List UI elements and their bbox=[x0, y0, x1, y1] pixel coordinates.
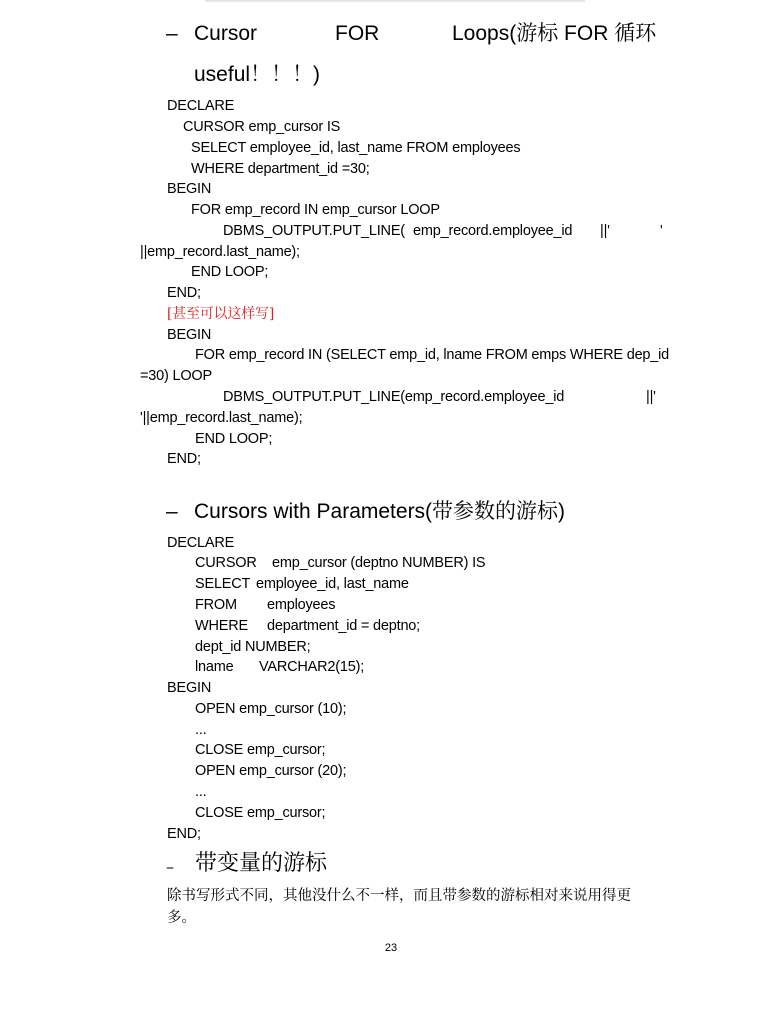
code-line: FROM bbox=[195, 597, 237, 613]
code-line: DBMS_OUTPUT.PUT_LINE(emp_record.employee_id bbox=[223, 389, 565, 405]
page-top-shadow bbox=[205, 0, 585, 3]
code-line: END LOOP; bbox=[195, 431, 273, 447]
code-line: WHERE department_id =30; bbox=[191, 161, 370, 177]
code-line: '||emp_record.last_name); bbox=[140, 410, 303, 426]
code-line: BEGIN bbox=[167, 181, 212, 197]
code-line: =30) LOOP bbox=[140, 368, 212, 384]
code-line: END; bbox=[167, 826, 201, 842]
code-line: FOR emp_record IN emp_cursor LOOP bbox=[191, 202, 440, 218]
code-line: ... bbox=[195, 784, 207, 800]
code-line: OPEN emp_cursor (20); bbox=[195, 763, 347, 779]
heading-word-loops: Loops(游标 FOR 循环 bbox=[452, 22, 657, 45]
code-line: dept_id NUMBER; bbox=[195, 639, 311, 655]
code-line: SELECT bbox=[195, 576, 251, 592]
code-line: ||' bbox=[600, 223, 610, 239]
code-line: VARCHAR2(15); bbox=[259, 659, 365, 675]
code-line: END LOOP; bbox=[191, 264, 269, 280]
code-line: ||' bbox=[646, 389, 656, 405]
code-line: lname bbox=[195, 659, 234, 675]
code-line: ||emp_record.last_name); bbox=[140, 244, 300, 260]
heading-text: 带变量的游标 bbox=[195, 851, 328, 876]
code-line: ... bbox=[195, 722, 207, 738]
heading-dash: – bbox=[166, 857, 174, 876]
page-number: 23 bbox=[384, 942, 398, 954]
heading-word-for: FOR bbox=[335, 22, 380, 45]
heading-dash: – bbox=[166, 22, 178, 45]
code-line: FOR emp_record IN (SELECT emp_id, lname FROM emps WHERE dep_id bbox=[195, 347, 670, 363]
code-line: employee_id, last_name bbox=[256, 576, 409, 592]
code-line: BEGIN bbox=[167, 680, 212, 696]
code-line: CURSOR emp_cursor IS bbox=[183, 119, 341, 135]
code-line: DECLARE bbox=[167, 535, 235, 551]
code-line: DECLARE bbox=[167, 98, 235, 114]
code-line: SELECT employee_id, last_name FROM employees bbox=[191, 140, 521, 156]
code-line: BEGIN bbox=[167, 327, 212, 343]
code-line: CURSOR bbox=[195, 555, 257, 571]
code-line: department_id = deptno; bbox=[267, 618, 421, 634]
body-paragraph: 除书写形式不同，其他没什么不一样，而且带参数的游标相对来说用得更多。 bbox=[167, 888, 631, 926]
code-line: CLOSE emp_cursor; bbox=[195, 742, 326, 758]
code-line: END; bbox=[167, 451, 201, 467]
code-line: employees bbox=[267, 597, 336, 613]
heading-dash: – bbox=[166, 500, 178, 523]
red-note: [甚至可以这样写] bbox=[167, 306, 275, 322]
code-line: DBMS_OUTPUT.PUT_LINE( bbox=[223, 223, 405, 239]
code-line: OPEN emp_cursor (10); bbox=[195, 701, 347, 717]
code-line: WHERE bbox=[195, 618, 248, 634]
heading-line2: useful！！！) bbox=[194, 63, 321, 86]
code-line: ' bbox=[660, 223, 663, 239]
heading-word-cursor: Cursor bbox=[194, 22, 258, 45]
heading-text: Cursors with Parameters(带参数的游标) bbox=[194, 500, 566, 523]
code-line: CLOSE emp_cursor; bbox=[195, 805, 326, 821]
code-line: END; bbox=[167, 285, 201, 301]
code-line: emp_record.employee_id bbox=[413, 223, 573, 239]
code-line: emp_cursor (deptno NUMBER) IS bbox=[272, 555, 486, 571]
